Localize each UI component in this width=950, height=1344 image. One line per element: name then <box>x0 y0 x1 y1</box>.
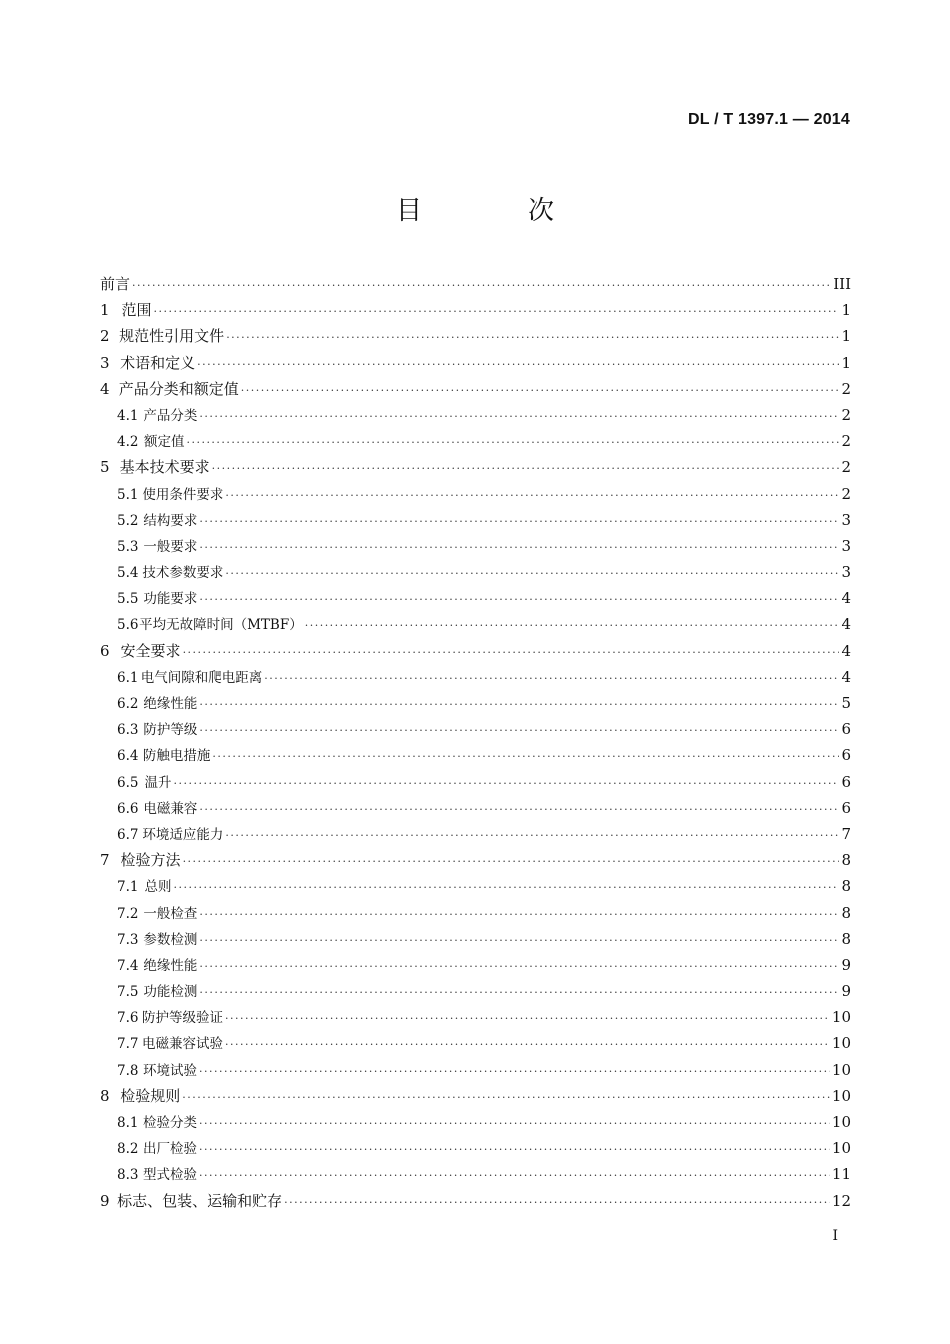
toc-entry-number: 6 <box>100 641 110 660</box>
toc-entry-label: 防护等级验证 <box>141 1010 223 1027</box>
toc-entry[interactable] <box>100 559 851 585</box>
toc-entry-number: 5.6 <box>117 617 139 634</box>
toc-entry[interactable] <box>100 847 851 873</box>
dot-leader <box>305 613 840 639</box>
toc-entry-label: 参数检测 <box>143 931 198 948</box>
toc-entry[interactable] <box>100 481 851 507</box>
dot-leader <box>183 640 840 666</box>
toc-entry[interactable] <box>100 926 851 952</box>
toc-entry-number: 4 <box>100 379 110 398</box>
toc-entry-label: 平均无故障时间（MTBF） <box>139 617 303 634</box>
dot-leader <box>199 587 839 613</box>
toc-entry-label: 绝缘性能 <box>143 957 198 974</box>
toc-entry-label: 环境试验 <box>143 1062 198 1079</box>
toc-entry-label: 产品分类和额定值 <box>118 379 239 398</box>
toc-entry-label: 总则 <box>144 879 172 896</box>
toc-entry[interactable] <box>100 611 851 637</box>
dot-leader <box>199 509 839 535</box>
dot-leader <box>186 430 839 456</box>
toc-entry-label: 电磁兼容 <box>143 800 198 817</box>
toc-entry-page: 10 <box>831 1086 851 1105</box>
page-number: I <box>832 1228 838 1244</box>
toc-entry-page: 6 <box>841 772 851 791</box>
toc-entry[interactable] <box>100 900 851 926</box>
toc-entry-number: 6.4 <box>117 748 139 765</box>
dot-leader <box>199 535 839 561</box>
toc-entry-label: 出厂检验 <box>143 1141 198 1158</box>
toc-entry[interactable] <box>100 795 851 821</box>
toc-entry[interactable] <box>100 1135 851 1161</box>
toc-entry-page: 2 <box>841 379 851 398</box>
dot-leader <box>199 980 839 1006</box>
toc-entry-label: 功能检测 <box>143 984 198 1001</box>
toc-entry-label: 前言 <box>100 275 131 293</box>
toc-entry-label: 电气间隙和爬电距离 <box>140 669 263 686</box>
toc-entry-number: 6.7 <box>117 826 139 843</box>
toc-entry-page: 9 <box>841 982 851 1001</box>
table-of-contents <box>100 271 851 1214</box>
dot-leader <box>153 299 839 325</box>
toc-entry-number: 8 <box>100 1086 110 1105</box>
toc-entry-label: 防护等级 <box>143 722 198 739</box>
toc-entry-page: 5 <box>841 694 851 712</box>
dot-leader <box>173 875 839 901</box>
toc-entry-number: 7.8 <box>117 1062 139 1079</box>
toc-entry-number: 6.1 <box>117 669 139 686</box>
dot-leader <box>183 849 840 875</box>
toc-entry[interactable] <box>100 507 851 533</box>
toc-entry-number: 9 <box>100 1191 110 1210</box>
toc-entry-label: 环境适应能力 <box>142 826 224 843</box>
toc-entry[interactable] <box>100 638 851 664</box>
toc-entry-page: 3 <box>841 563 851 582</box>
toc-entry-page: III <box>833 275 851 293</box>
toc-entry-number: 7.5 <box>117 984 139 1001</box>
toc-entry-label: 检验分类 <box>143 1115 198 1131</box>
toc-entry-page: 3 <box>841 510 851 529</box>
toc-entry-label: 使用条件要求 <box>142 486 224 503</box>
toc-entry-label: 一般要求 <box>143 538 198 555</box>
toc-entry-label: 安全要求 <box>120 641 181 660</box>
dot-leader <box>199 718 839 744</box>
toc-entry[interactable] <box>100 350 851 376</box>
toc-entry-label: 功能要求 <box>143 591 198 608</box>
toc-entry-page: 12 <box>831 1191 851 1210</box>
toc-entry-number: 8.2 <box>117 1141 139 1158</box>
toc-entry[interactable] <box>100 1109 851 1135</box>
dot-leader <box>225 823 839 849</box>
toc-entry[interactable] <box>100 1083 851 1109</box>
toc-entry-label: 结构要求 <box>143 512 198 529</box>
dot-leader <box>199 1163 830 1189</box>
toc-entry-page: 10 <box>831 1139 851 1158</box>
toc-entry-number: 5.2 <box>117 512 139 529</box>
toc-entry-page: 2 <box>841 432 851 451</box>
toc-entry-label: 技术参数要求 <box>142 565 224 582</box>
toc-entry-page: 4 <box>841 615 851 634</box>
toc-entry-label: 检验规则 <box>120 1086 181 1105</box>
toc-entry-label: 产品分类 <box>143 407 198 424</box>
toc-entry-number: 7.7 <box>117 1036 139 1053</box>
toc-entry-page: 8 <box>841 877 851 896</box>
toc-entry-label: 基本技术要求 <box>119 458 210 477</box>
toc-entry-page: 2 <box>841 484 851 503</box>
toc-entry-page: 9 <box>841 955 851 974</box>
dot-leader <box>199 954 839 980</box>
toc-entry-number: 5.1 <box>117 486 139 503</box>
dot-leader <box>284 1190 830 1216</box>
dot-leader <box>225 1032 830 1058</box>
toc-entry[interactable] <box>100 952 851 978</box>
toc-entry-page: 6 <box>841 720 851 739</box>
toc-entry[interactable] <box>100 690 851 716</box>
toc-entry[interactable] <box>100 1004 851 1030</box>
dot-leader <box>173 771 839 797</box>
toc-entry-number: 5.3 <box>117 538 139 555</box>
toc-entry-page: 8 <box>841 903 851 922</box>
toc-entry-page: 7 <box>841 824 851 843</box>
toc-entry-page: 4 <box>841 641 851 660</box>
toc-entry[interactable] <box>100 1030 851 1056</box>
toc-entry[interactable] <box>100 664 851 690</box>
toc-entry-number: 7.3 <box>117 931 139 948</box>
toc-entry-page: 6 <box>841 746 851 765</box>
dot-leader <box>225 483 839 509</box>
toc-entry-number: 1 <box>100 301 110 320</box>
toc-entry-page: 1 <box>841 327 851 346</box>
dot-leader <box>199 1137 830 1163</box>
dot-leader <box>225 561 839 587</box>
dot-leader <box>199 692 839 718</box>
toc-entry[interactable] <box>100 769 851 795</box>
toc-entry[interactable] <box>100 821 851 847</box>
toc-entry-number: 6.2 <box>117 696 139 712</box>
toc-entry[interactable] <box>100 585 851 611</box>
toc-entry-number: 7.2 <box>117 905 139 922</box>
toc-entry-number: 3 <box>100 353 110 372</box>
toc-entry[interactable] <box>100 323 851 349</box>
toc-entry-number: 5 <box>100 458 110 477</box>
toc-entry-label: 范围 <box>121 301 152 320</box>
dot-leader <box>199 797 839 823</box>
toc-entry-label: 一般检查 <box>143 905 198 922</box>
toc-entry-page: 1 <box>841 301 851 320</box>
dot-leader <box>199 902 839 928</box>
toc-entry-label: 防触电措施 <box>142 748 211 765</box>
toc-entry-label: 规范性引用文件 <box>119 327 225 346</box>
dot-leader <box>212 456 840 482</box>
toc-entry-number: 7.6 <box>117 1010 139 1027</box>
toc-entry[interactable] <box>100 716 851 742</box>
toc-entry[interactable] <box>100 978 851 1004</box>
toc-entry-label: 检验方法 <box>120 851 181 870</box>
toc-entry-page: 1 <box>841 353 851 372</box>
toc-entry-label: 型式检验 <box>143 1167 198 1184</box>
standard-code: DL / T 1397.1 — 2014 <box>687 111 850 128</box>
dot-leader <box>264 666 839 692</box>
toc-entry-page: 10 <box>831 1034 851 1053</box>
dot-leader <box>197 352 839 378</box>
toc-entry-number: 7.4 <box>117 957 139 974</box>
toc-entry-page: 3 <box>841 536 851 555</box>
toc-entry-number: 8.3 <box>117 1167 139 1184</box>
toc-entry[interactable] <box>100 402 851 428</box>
toc-entry[interactable] <box>100 1188 851 1214</box>
toc-entry[interactable] <box>100 428 851 454</box>
toc-entry-page: 4 <box>841 667 851 686</box>
toc-entry-page: 2 <box>841 405 851 424</box>
toc-title: 目 次 <box>395 196 594 226</box>
toc-entry-label: 电磁兼容试验 <box>141 1036 223 1053</box>
toc-entry-page: 8 <box>841 851 851 870</box>
toc-entry-number: 4.2 <box>117 434 139 451</box>
toc-entry[interactable] <box>100 533 851 559</box>
dot-leader <box>199 928 839 954</box>
toc-entry[interactable] <box>100 297 851 323</box>
dot-leader <box>199 404 839 430</box>
toc-entry[interactable] <box>100 271 851 297</box>
toc-entry-number: 8.1 <box>117 1115 139 1131</box>
toc-entry[interactable] <box>100 376 851 402</box>
toc-entry-number: 6.3 <box>117 722 139 739</box>
toc-entry-label: 温升 <box>144 774 172 791</box>
toc-entry-page: 11 <box>831 1165 851 1184</box>
toc-entry-page: 6 <box>841 798 851 817</box>
toc-entry-number: 4.1 <box>117 407 139 424</box>
toc-entry[interactable] <box>100 1057 851 1083</box>
toc-entry[interactable] <box>100 1161 851 1187</box>
toc-entry-page: 8 <box>841 929 851 948</box>
toc-entry[interactable] <box>100 454 851 480</box>
dot-leader <box>199 1059 830 1085</box>
toc-entry-number: 6.5 <box>117 774 139 791</box>
toc-entry-page: 2 <box>841 458 851 477</box>
toc-entry-number: 5.4 <box>117 565 139 582</box>
dot-leader <box>182 1085 830 1111</box>
dot-leader <box>132 273 831 299</box>
toc-entry-page: 4 <box>841 589 851 608</box>
toc-entry-number: 7.1 <box>117 879 139 896</box>
toc-entry-label: 绝缘性能 <box>143 696 198 712</box>
toc-entry-page: 10 <box>831 1008 851 1027</box>
dot-leader <box>199 1111 830 1137</box>
toc-entry-label: 额定值 <box>143 434 185 451</box>
dot-leader <box>241 378 840 404</box>
toc-entry-page: 10 <box>831 1113 851 1131</box>
toc-entry-label: 标志、包装、运输和贮存 <box>117 1191 283 1210</box>
dot-leader <box>226 325 839 351</box>
toc-entry-number: 7 <box>100 851 110 870</box>
toc-entry-number: 2 <box>100 327 110 346</box>
toc-entry-page: 10 <box>831 1060 851 1079</box>
dot-leader <box>225 1006 830 1032</box>
toc-entry-label: 术语和定义 <box>120 353 196 372</box>
toc-entry-number: 5.5 <box>117 591 139 608</box>
toc-entry-number: 6.6 <box>117 800 139 817</box>
dot-leader <box>212 744 839 770</box>
toc-entry[interactable] <box>100 873 851 899</box>
toc-entry[interactable] <box>100 742 851 768</box>
